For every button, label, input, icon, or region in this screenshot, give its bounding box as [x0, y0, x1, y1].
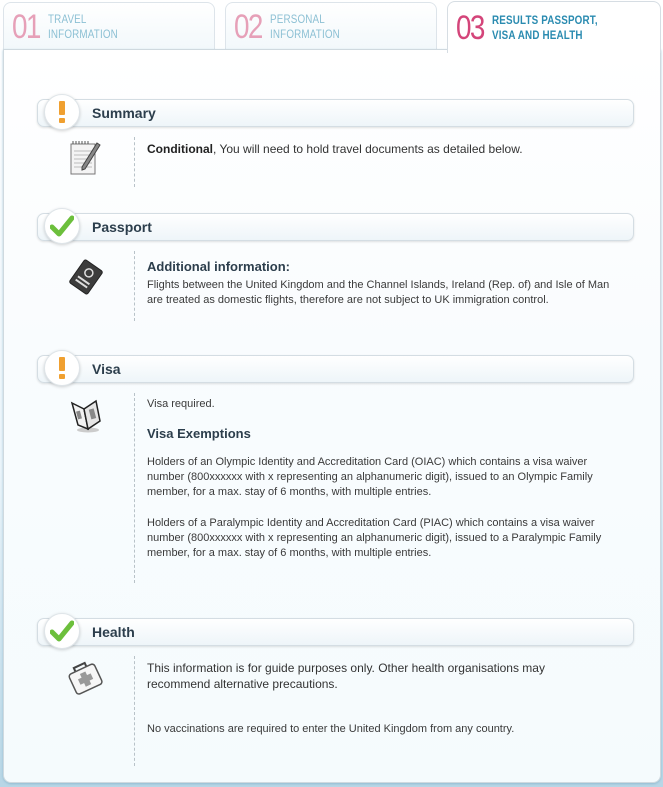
passport-icon: [66, 257, 106, 297]
summary-status: [147, 141, 627, 157]
warning-icon: [44, 94, 80, 130]
vaccinations-text: No vaccinations are required to enter the United Kingdom from any country.: [147, 723, 515, 735]
section-content: [147, 141, 627, 157]
section-divider: [134, 393, 135, 583]
visa-exemptions-heading: Visa Exemptions: [147, 426, 251, 441]
section-title: Health: [92, 624, 135, 640]
tab-label-line1: PERSONAL: [270, 11, 325, 26]
section-body: [34, 656, 634, 766]
tab-number: 03: [456, 8, 484, 47]
tab-number: 01: [12, 7, 40, 46]
section-body: [34, 137, 634, 189]
tab-label-line1: TRAVEL: [48, 11, 87, 26]
results-panel: [3, 49, 661, 783]
health-disclaimer: This information is for guide purposes only. Other health organisations may recommend alternative precautions.: [147, 661, 545, 691]
tab-label-line1: RESULTS PASSPORT,: [492, 12, 598, 27]
status-text: , You will need to hold travel documents as detailed below.: [213, 142, 523, 156]
tab-personal-information[interactable]: [225, 2, 437, 50]
section-divider: [134, 251, 135, 321]
open-book-icon: [66, 395, 106, 435]
visa-required-text: Visa required.: [147, 398, 215, 410]
tab-results-passport-visa-health[interactable]: [447, 1, 661, 53]
section-body: [34, 251, 634, 331]
additional-info-text: Flights between the United Kingdom and the Channel Islands, Ireland (Rep. of) and Isle of Man are treated as domestic flights, therefore are not subject to UK immigration control.: [147, 279, 610, 306]
section-divider: [134, 137, 135, 187]
tab-travel-information[interactable]: [3, 2, 215, 50]
section-content: [147, 660, 627, 737]
section-content: [147, 397, 627, 561]
visa-exemption-item: Holders of an Olympic Identity and Accreditation Card (OIAC) which contains a visa waiver number (800xxxxxx with x representing an alphanumeric digit), issued to an Olympic Family member, for a max. stay of 6 months, with multiple entries.: [147, 456, 593, 498]
tab-label: [270, 12, 340, 42]
section-header: [37, 355, 634, 383]
visa-exemption-item: Holders of a Paralympic Identity and Accreditation Card (PIAC) which contains a visa waiver number (800xxxxxx with x representing an alphanumeric digit), issued to a Paralympic Family member, for a max. stay of 6 months, with multiple entries.: [147, 517, 602, 559]
first-aid-kit-icon: [66, 658, 106, 698]
notepad-icon: [66, 139, 106, 179]
section-content: [147, 259, 627, 308]
check-icon: [44, 613, 80, 649]
section-title: Summary: [92, 105, 156, 121]
check-icon: [44, 208, 80, 244]
section-title: Passport: [92, 219, 152, 235]
section-title: Visa: [92, 361, 121, 377]
tab-label-line2: INFORMATION: [48, 26, 118, 41]
wizard-tabs: [0, 0, 663, 50]
section-body: [34, 393, 634, 593]
tab-label: [492, 13, 598, 43]
tab-number: 02: [234, 7, 262, 46]
status-bold: Conditional: [147, 142, 213, 156]
tab-label-line2: VISA AND HEALTH: [492, 27, 583, 42]
warning-icon: [44, 350, 80, 386]
tab-label: [48, 12, 118, 42]
tab-label-line2: INFORMATION: [270, 26, 340, 41]
additional-info-heading: Additional information:: [147, 259, 290, 274]
section-divider: [134, 656, 135, 766]
